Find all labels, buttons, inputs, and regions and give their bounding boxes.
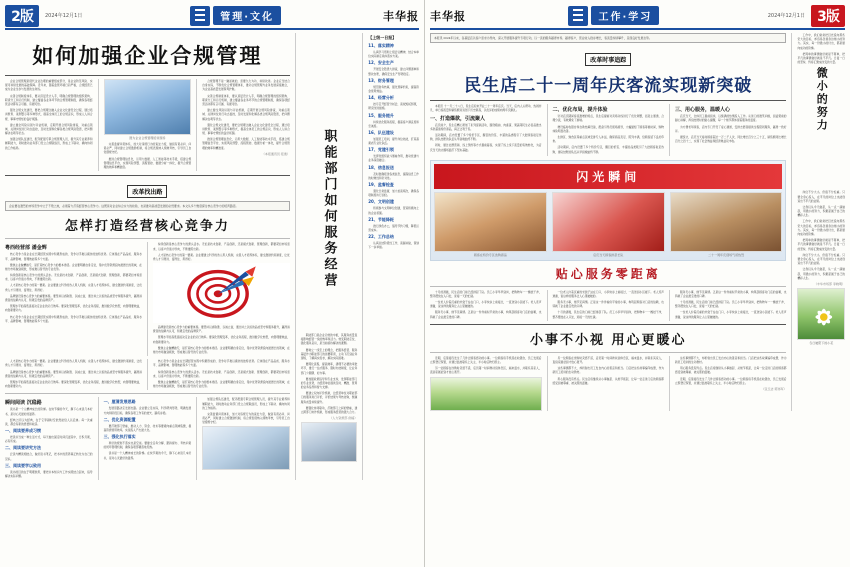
- side-item-title: 13、财务管理: [368, 77, 394, 83]
- bottom-col-2: 另一位顾客在选购时突感不适，店员第一时间搀扶到休息区，端来温水，并联系其家人，直到家属赶到才放心离开。 这些事情都不大，却折射出员工发自内心的善意和担当。门店把这些故事编印成册，作为新员工培训的生动教材。 用心服务没有终点。民生店将继续从小事做起、从细节抓起，让每一位走进门店的顾客都感受到被尊重、被关照的温暖。: [552, 355, 664, 385]
- flash-photo-2-wrap: [552, 192, 665, 257]
- service-title: 贴心服务零距离: [555, 266, 661, 281]
- feature-col-2: 持续创新是核心竞争力的源头活水。无论是技术创新、产品创新，还是模式创新、管理创新，都要紧扣市场需求，以客户价值为导向，不断推陈出新。 人才是核心竞争力的第一要素。企业要建立科学的选人用人机制，完善人才培养体系，健全激励约束制度，让优秀人才引得进、留得住、用得好。 品牌建设是核心竞争力的重要体现。要坚持以质取胜、以诚立信，通过持之以恒的品质坚守和服务提升，赢得消费者的信赖与认可，积累宝贵的品牌资产。 管理水平的高低直接决定企业的运行效率。要深化管理变革，优化业务流程，推进数字化转型，向管理要效益，向创新要动力。 聚焦主业做精做专，是打造核心竞争力的根本途径。企业要明确自身定位，集中优势资源投向最擅长的领域，在细分市场做到极致，形成难以替代的专业优势。: [152, 242, 290, 354]
- service-col-1: 十月的清晨，民生店的门前已经排起了队。员工小李早早到岗，把购物车一一擦拭干净，整齐摆放在入口处，迎接一天的忙碌。 一位老人拎着沉重的米袋子站在门口，小李快步上前接过，一直送到小区楼下。老人连声道谢，说这样的服务让人心里暖暖的。 服务无小事，细节见真情。正是这一件件看似平常的小事，构筑起顾客对门店的信赖，也铸就了企业最宝贵的口碑。: [430, 289, 542, 319]
- left-lead-col-1: 企业合规管理是现代企业治理的重要组成部分，是企业防范风险、实现可持续发展的基础保障。近年来，随着监管环境日趋严格，合规经营已成为企业生存与发展的生命线。 完善合规制度体系，要从顶层设计入手，明确合规管理的组织架构、职责分工和运行机制，建立覆盖各业务环节的合规管理制度，确保各项经营活动都有章可循、有据可依。 强化合规文化建设，要把合规理念融入企业文化建设全过程，通过培训教育、案例警示等多种形式，提高全体员工的合规意识，形成人人讲合规、事事守规矩的良好氛围。 建立健全风险识别与评估机制，定期开展合规风险排查，对重点领域、关键岗位进行动态监控，及时发现和化解各类合规风险隐患，把问题解决在萌芽状态。 加强合规队伍建设，配齐配强专职合规管理人员，提升其专业素养和履职能力，同时推动业务部门设立合规联络员，形成上下联动、横向协同的工作格局。: [5, 79, 93, 150]
- service-col-2: 一位老人拎着沉重的米袋子站在门口，小李快步上前接过，一直送到小区楼下。老人连声道谢，说这样的服务让人心里暖暖的。 服务无小事，细节见真情。正是这一件件看似平常的小事，构筑起顾客对门店的信赖，也铸就了企业最宝贵的口碑。 十月的清晨，民生店的门前已经排起了队。员工小李早早到岗，把购物车一一擦拭干净，整齐摆放在入口处，迎接一天的忙碌。: [552, 289, 664, 319]
- flash-photo-3-caption: 二十一周年庆现场气氛热烈: [708, 252, 745, 257]
- right-section-tab: 工作·学习: [591, 6, 659, 25]
- right-sub-2: 二、优化布局，提升体验: [552, 107, 608, 114]
- feature-title: 怎样打造经营核心竞争力: [64, 219, 230, 235]
- left-side-column: 【上级一日报】 11、落实精神 认真学习贯彻上级会议精神，结合本单位实际制定具体落实方案。 12、安全生产 开展安全隐患大排查，建立问题清单和整改台账，确保安全生产形势稳定。 13、财务管理 规范财务核算，强化预算约束，提高资金使用效益。 14、经营分析 按月召开经营分析会，查找短板弱项，研究改进措施。 15、服务提升 持续优化服务流程，提高客户满意度和忠诚度。 16、队伍建设 加强员工培训，提升岗位技能，打造高素质专业化队伍。 17、党建引领 发挥党组织战斗堡垒作用，推动党建与业务深度融合。 18、信息报送 及时准确报送各类信息，提高信息工作的时效性和针对性。 19、监督检查 强化日常监督，加大检查频次，确保各项制度执行到位。 20、文明创建 积极参与文明单位创建，营造积极向上的企业氛围。 21、节能降耗 推行绿色办公，倡导节约习惯，降低运营成本。 22、工作总结 认真总结阶段性工作，查漏补缺，谋划下一步举措。: [368, 35, 419, 250]
- right-sub-1: 一、打造爆款，引流聚人: [430, 115, 486, 122]
- left-section-tab: 管理·文化: [213, 6, 281, 25]
- daisy-icon: [798, 289, 844, 339]
- right-col-2: 二、优化布局，提升体验 针对店庆期间客流激增的特点，民生店提前对卖场动线进行了优化调整，拓宽主通道，合理分流，有效避免了拥堵。 增设临时收银台和自助结算设备，配备引导员现场疏导，大幅缩短了顾客等候时间，购物体验明显改善。 生鲜区、熟食区等重点区域安排专人补货，确保商品充足、陈列丰满，给顾客留下良好印象。 活动期间，店内设置了多个特价专区，醒目的价签、丰富的品类吸引了大批顾客驻足选购，排队结账的队伍从早到晚始终不断。: [552, 107, 664, 154]
- dartboard-icon: [153, 263, 290, 323]
- bottom-col-1: 近期，店里接连发生了几件让顾客感动的小事。一位顾客将手机落在收银台，员工发现后立即登记保管，并通过监控联系上失主，半小时后物归原主。 另一位顾客在选购时突感不适，店员第一时间搀扶到休息区，端来温水，并联系其家人，直到家属赶到才放心离开。: [430, 356, 542, 411]
- right-paper-name: 丰华报: [430, 9, 466, 23]
- bottom-photo-1: [430, 377, 542, 411]
- side-item-title: 12、安全生产: [368, 60, 394, 66]
- culture-section-1-title: 一、阅读要养成习惯: [5, 428, 41, 434]
- right-sub-3: 三、用心服务，温暖人心: [675, 107, 731, 114]
- flower-photo-caption: 冬日暖阳下的小花: [809, 340, 834, 345]
- culture-section-3-title: 三、阅读要学以致用: [5, 462, 41, 468]
- flower-photo: [797, 288, 845, 340]
- left-lead-col-3: 合规管理不是一蹴而就的，需要久久为功、持续改进。企业应当结合自身实际，不断优化合规管理体系，推动合规管理与业务发展深度融合，为企业高质量发展保驾护航。 完善合规制度体系，要从顶层设计入手，明确合规管理的组织架构、职责分工和运行机制，建立覆盖各业务环节的合规管理制度，确保各项经营活动都有章可循、有据可依。 建立健全风险识别与评估机制，定期开展合规风险排查，对重点领域、关键岗位进行动态监控，及时发现和化解各类合规风险隐患，把问题解决在萌芽状态。 强化合规文化建设，要把合规理念融入企业文化建设全过程，通过培训教育、案例警示等多种形式，提高全体员工的合规意识，形成人人讲合规、事事守规矩的良好氛围。 推进合规管理信息化，运用大数据、人工智能等技术手段，搭建合规管理信息平台，实现风险预警、流程管控、数据分析一体化，提升合规管理的效率和精准度。 （本报通讯员 报道）: [202, 79, 290, 156]
- feature-col-1: 粤西经营部 潘金辉 核心竞争力是企业在长期经营实践中积累形成的、竞争对手难以模仿的独特优势。它体现在产品品质、服务水平、品牌影响、管理效能等多个方面。 聚焦主业做精做专，是打造核心竞争力的根本途径。企业要明确自身定位，集中优势资源投向最擅长的领域，在细分市场做到极致，形成难以替代的专业优势。 持续创新是核心竞争力的源头活水。无论是技术创新、产品创新，还是模式创新、管理创新，都要紧扣市场需求，以客户价值为导向，不断推陈出新。 人才是核心竞争力的第一要素。企业要建立科学的选人用人机制，完善人才培养体系，健全激励约束制度，让优秀人才引得进、留得住、用得好。 品牌建设是核心竞争力的重要体现。要坚持以质取胜、以诚立信，通过持之以恒的品质坚守和服务提升，赢得消费者的信赖与认可，积累宝贵的品牌资产。 管理水平的高低直接决定企业的运行效率。要深化管理变革，优化业务流程，推进数字化转型，向管理要效益，向创新要动力。 核心竞争力是企业在长期经营实践中积累形成的、竞争对手难以模仿的独特优势。它体现在产品品质、服务水平、品牌影响、管理效能等多个方面。: [5, 245, 142, 323]
- feature-sub-2-title: 二、优化资源配置: [103, 416, 136, 422]
- flash-banner: 闪光瞬间: [434, 164, 782, 189]
- paper-logo-icon: [190, 6, 210, 26]
- culture-title: 瞬间阅读 沉稳路: [5, 400, 42, 407]
- feature-abstract: 企业要在激烈的市场竞争中立于不败之地，必须着力打造经营核心竞争力。这既是对企业综合实力的检验，也是推动高质量发展的必然要求。本文从多个维度探讨核心竞争力的培育路径。: [5, 201, 290, 211]
- feature-sub-col-2: 核心竞争力是企业在长期经营实践中积累形成的、竞争对手难以模仿的独特优势。它体现在产品品质、服务水平、品牌影响、管理效能等多个方面。 持续创新是核心竞争力的源头活水。无论是技术创新、产品创新，还是模式创新、管理创新，都要紧扣市场需求，以客户价值为导向，不断推陈出新。 聚焦主业做精做专，是打造核心竞争力的根本途径。企业要明确自身定位，集中优势资源投向最擅长的领域，在细分市场做到极致，形成难以替代的专业优势。: [152, 359, 290, 389]
- culture-section-2-title: 二、阅读要讲究方法: [5, 445, 41, 451]
- feature-illustration: [153, 263, 290, 323]
- right-col-3: 三、用心服务，温暖人心 店庆当天，全体员工提前到岗，以饱满的热情投入工作。从进门的微笑问候，到货架前的耐心讲解，再到结账时的贴心提醒，每一个细节都体现着服务的温度。 为方便老年顾客，店内专门开设了爱心通道，安排志愿者提供全程陪同服务，赢得一致好评。 据统计，店庆当天接待顾客超过一万二千人次，同比增长百分之三十五，销售额同比增长百分之四十二，实现了社会效益和经济效益双丰收。: [675, 107, 787, 144]
- feature-sub-col-1: 人才是核心竞争力的第一要素。企业要建立科学的选人用人机制，完善人才培养体系，健全激励约束制度，让优秀人才引得进、留得住、用得好。 品牌建设是核心竞争力的重要体现。要坚持以质取胜、以诚立信，通过持之以恒的品质坚守和服务提升，赢得消费者的信赖与认可，积累宝贵的品牌资产。 管理水平的高低直接决定企业的运行效率。要深化管理变革，优化业务流程，推进数字化转型，向管理要效益，向创新要动力。: [5, 359, 142, 389]
- left-byline: （本报通讯员 报道）: [261, 151, 290, 156]
- feature-sub-1-title: 一、厘清发展思路: [103, 399, 136, 405]
- right-vertical-byline: （丰华市场部 李晓明）: [814, 281, 845, 286]
- flash-section: [430, 160, 786, 261]
- flash-photo-2: [552, 192, 665, 252]
- right-masthead: [430, 4, 845, 30]
- vertical-feature: 职能部门如何服务经营 职能部门是企业运转的中枢，其服务质量直接影响经营一线的效率和活力。转变职能定位，强化服务意识，是当前亟待解决的课题。 要树立一线至上的理念，把服务经营、服务基层作为职能部门的首要职责，主动下沉到业务现场，了解真实需求，解决实际困难。 要简化流程、提高效率，清理不必要的审批环节，推行一站式服务、限时办结制度，让业务部门少跑腿、好办事。 要加强政策指导和专业支持，发挥职能部门的专业优势，为经营单位提供及时、精准、管用的业务指导和智力支撑。 要建立双向评价机制，让经营单位对职能部门的服务进行评价，评价结果与考核挂钩，倒逼服务质量持续提升。 要强化协同联动，打破部门之间的壁垒，建立跨部门协作机制，形成服务经营的强大合力。 （人力资源部 供稿）: [301, 33, 358, 480]
- right-headline: 民生店二十一周年庆客流实现新突破: [464, 76, 753, 97]
- flash-photo-1-caption: 顾客在特价专区选购商品: [473, 252, 507, 257]
- side-item-title: 19、监督检查: [368, 182, 394, 187]
- bottom-title: 小事不小视 用心更暖心: [529, 332, 687, 348]
- vertical-feature-byline: （人力资源部 供稿）: [329, 416, 358, 421]
- right-page-date: 2024年12月1日: [767, 13, 805, 19]
- side-item-title: 16、队伍建设: [368, 129, 394, 135]
- side-item-title: 11、落实精神: [368, 43, 394, 48]
- right-vertical-title: 微小的努力: [815, 67, 829, 133]
- left-page-badge: 2版: [5, 5, 39, 27]
- right-paper-logo: [568, 6, 659, 26]
- left-lead-photo-wrap: 图为企业合规管理培训现场 完善监督问责体系，加大对违规行为的查处力度，做到有责必问、问责必严，同时建立合规激励机制，将合规表现纳入绩效考核，引导员工自觉遵规守纪。 推进合规管理信息化，运用大数据、人工智能等技术手段，搭建合规管理信息平台，实现风险预警、流程管控、数据分析一体化，提升合规管理的效率和精准度。: [104, 79, 192, 171]
- flash-photo-3: [670, 192, 783, 252]
- side-column-head: 【上级一日报】: [368, 35, 397, 40]
- side-item-title: 20、文明创建: [368, 199, 394, 205]
- right-col-1: 本报讯 十一月二十八日，民生店迎来开业二十一周年店庆。当天，店内人头攒动、热闹非凡，单日客流量和销售额双双创下历史新高，以优异的成绩向周年庆献礼。 一、打造爆款，引流聚人 店庆前夕，民生店精心策划了系列促销活动，围绕粮油、肉禽蛋、果蔬等民生必需品推出多款超值特价商品，真正让利于民。 活动期间，店内设置了多个特价专区，醒目的价签、丰富的品类吸引了大批顾客驻足选购，排队结账的队伍从早到晚始终不断。 同时，通过社群营销、线上预约等方式提前蓄客，实现了线上线下流量的有效转化，为店庆当天的火爆场面打下坚实基础。: [430, 104, 542, 152]
- side-item-title: 17、党建引领: [368, 147, 394, 153]
- left-paper-logo: [190, 6, 281, 26]
- flash-photo-1: [434, 192, 547, 252]
- right-page: [425, 0, 850, 567]
- left-bottom-photo: [202, 426, 290, 470]
- culture-corner: 瞬间阅读 沉稳路 读书是一个人精神成长的阶梯。在快节奏的今天，静下心来读几本好书，是对心灵最好的滋养。 经典之所以为经典，在于它穿越时空依然能给人以启迪。每一次重读，都会有新的感悟和收获。 一、阅读要养成习惯 把读书当成一种生活方式，每天抽出固定时间沉浸其中，日积月累，必有所成。 二、阅读要讲究方法 泛读与精读相结合，做好读书笔记，把书中的营养真正转化为自己的见识。 三、阅读要学以致用 读书的目的在于明理致用，要把书本知识与工作实践结合起来，指导解决实际问题。: [5, 400, 93, 478]
- side-item-title: 18、信息报送: [368, 164, 394, 170]
- service-col-3: 服务无小事，细节见真情。正是这一件件看似平常的小事，构筑起顾客对门店的信赖，也铸就了企业最宝贵的口碑。 十月的清晨，民生店的门前已经排起了队。员工小李早早到岗，把购物车一一擦拭干净，整齐摆放在入口处，迎接一天的忙碌。 一位老人拎着沉重的米袋子站在门口，小李快步上前接过，一直送到小区楼下。老人连声道谢，说这样的服务让人心里暖暖的。: [675, 289, 787, 319]
- flash-photo-1-wrap: [434, 192, 547, 257]
- left-paper-name: 丰华报: [383, 9, 419, 23]
- left-headline: 如何加强企业合规管理: [32, 43, 263, 68]
- paper-logo-icon: [568, 6, 588, 26]
- left-page-date: 2024年12月1日: [45, 13, 83, 19]
- right-page-badge: 3版: [811, 5, 845, 27]
- left-lead-photo: [104, 79, 192, 135]
- side-item-title: 21、节能降耗: [368, 216, 394, 222]
- flash-photo-3-wrap: [670, 192, 783, 257]
- vertical-feature-photo: [301, 422, 358, 462]
- left-bottom-photo-col: 加强合规队伍建设，配齐配强专职合规管理人员，提升其专业素养和履职能力，同时推动业务部门设立合规联络员，形成上下联动、横向协同的工作格局。 完善监督问责体系，加大对违规行为的查处力度，做到有责必问、问责必严，同时建立合规激励机制，将合规表现纳入绩效考核，引导员工自觉遵规守纪。: [202, 397, 290, 480]
- feature-sub-3-title: 三、强化执行落实: [103, 434, 136, 440]
- right-top-note: 本报讯 2024年以来，各基层店以客户需求为导向，深入开展服务提升专项行动，以一流的服务赢得市场、赢得客户，营业收入稳步增长，客流量持续攀升，呈现良好发展态势。: [430, 33, 786, 43]
- bottom-byline: （张玉洁 郭伟军）: [761, 386, 787, 391]
- left-masthead: [5, 4, 419, 30]
- bottom-col-3: 这些事情都不大，却折射出员工发自内心的善意和担当。门店把这些故事编印成册，作为新员工培训的生动教材。 用心服务没有终点。民生店将继续从小事做起、从细节抓起，让每一位走进门店的顾客都感受到被尊重、被关照的温暖。 近期，店里接连发生了几件让顾客感动的小事。一位顾客将手机落在收银台，员工发现后立即登记保管，并通过监控联系上失主，半小时后物归原主。 （张玉洁 郭伟军）: [675, 355, 787, 391]
- feature-box-label: 改革找出路: [127, 185, 167, 198]
- left-lead-photo-caption: 图为企业合规管理培训现场: [129, 136, 166, 140]
- flash-photo-2-caption: 店庆当天顾客排起长队: [593, 252, 624, 257]
- side-item-title: 14、经营分析: [368, 95, 394, 101]
- side-item-title: 22、工作总结: [368, 234, 394, 240]
- feature-subtitle: 粤西经营部 潘金辉: [5, 245, 47, 252]
- right-vertical-column: 工作中，我们常常把目光投向那些宏大的目标，却容易忽视身边细小的努力。其实，每一份微小的付出，都是通向成功的阶梯。 把简单的事情做好就是不简单，把平凡的事情做好就是不平凡。日复一日的坚持，终将汇聚成改变的力量。 微小的努力 岗位不分大小，价值不分轻重。只要全身心投入，在平凡的岗位上也能创造出不平凡的业绩。 让我们从今天做起，从一点一滴做起，用微小的努力，积累起属于自己的精彩人生。 工作中，我们常常把目光投向那些宏大的目标，却容易忽视身边细小的努力。其实，每一份微小的付出，都是通向成功的阶梯。 把简单的事情做好就是不简单，把平凡的事情做好就是不平凡。日复一日的坚持，终将汇聚成改变的力量。 岗位不分大小，价值不分轻重。只要全身心投入，在平凡的岗位上也能创造出不平凡的业绩。 让我们从今天做起，从一点一滴做起，用微小的努力，积累起属于自己的精彩人生。 （丰华市场部 李晓明） 冬日暖阳下的小花: [797, 33, 845, 345]
- right-box-label: 改革时事追踪: [585, 53, 631, 66]
- side-item-title: 15、服务提升: [368, 112, 394, 118]
- vertical-feature-title: 职能部门如何服务经营: [321, 129, 337, 289]
- feature-subsections: 一、厘清发展思路 发展思路决定发展出路。企业要立足实际，科学研判形势，明确发展方向和阶段目标，确保各项工作有的放矢、蹄疾步稳。 二、优化资源配置 要打破部门壁垒，推动人力、资金、技术等要素向重点领域集聚，提高资源使用效率，实现投入产出最大化。 三、强化执行落实 再好的规划不落实也是空谈。要健全任务分解、跟踪督办、考核问责的闭环管理机制，确保各项部署落地见效。 读书是一个人精神成长的阶梯。在快节奏的今天，静下心来读几本好书，是对心灵最好的滋养。: [103, 399, 192, 460]
